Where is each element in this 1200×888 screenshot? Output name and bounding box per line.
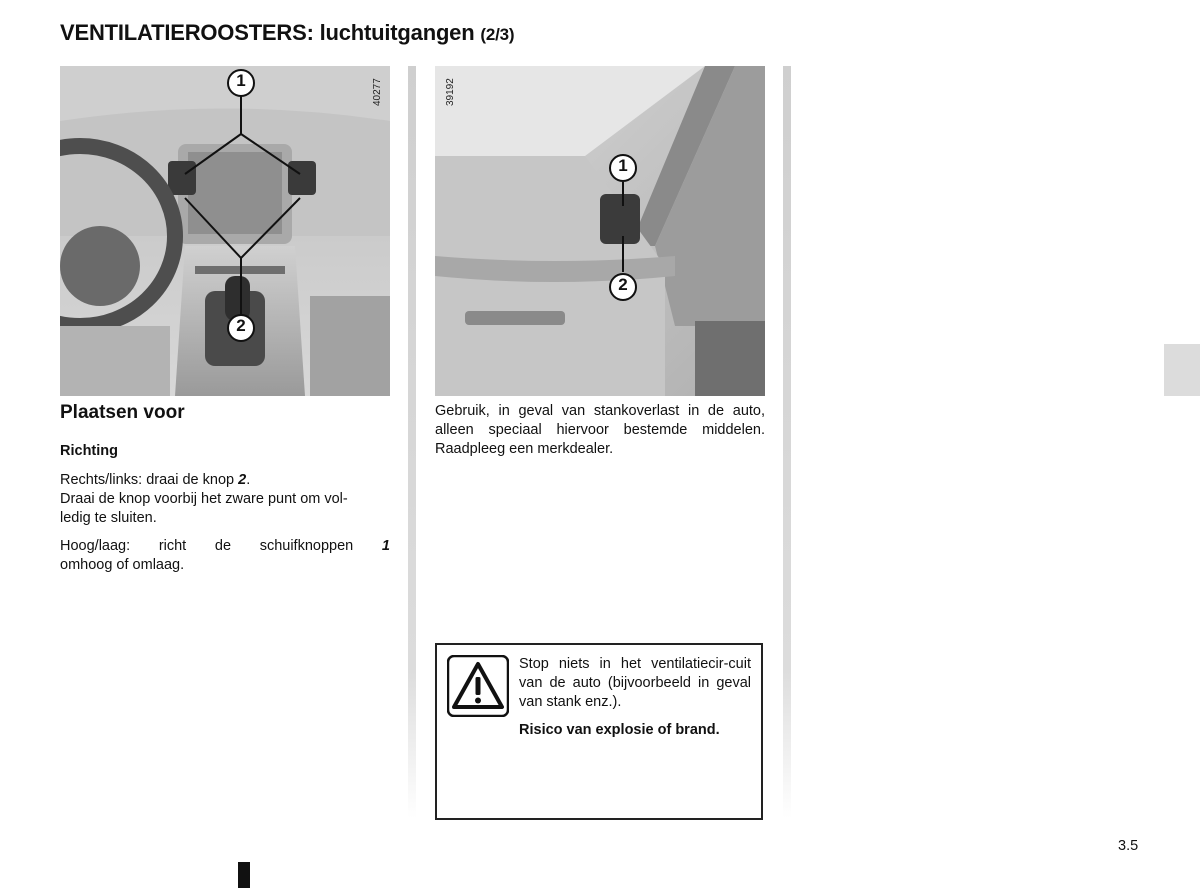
page-title-part: (2/3) bbox=[480, 25, 515, 44]
crop-mark bbox=[238, 862, 250, 888]
ref-slider-1: 1 bbox=[381, 538, 390, 554]
column-divider-right bbox=[783, 66, 791, 818]
text-part: . bbox=[246, 472, 251, 488]
chapter-tab-marker bbox=[1164, 344, 1200, 396]
callout-2: 2 bbox=[618, 275, 628, 294]
section-heading: Plaatsen voor bbox=[60, 402, 185, 423]
paragraph-odour: Gebruik, in geval van stankoverlast in de auto, alleen speciaal hiervoor bestemde middelen. Raadpleeg een merkdealer. bbox=[435, 403, 765, 457]
text-part: Hoog/laag: richt de schuifknoppen bbox=[60, 538, 382, 554]
ref-knob-2: 2 bbox=[238, 472, 247, 488]
warning-triangle-icon bbox=[447, 655, 509, 717]
callout-2: 2 bbox=[236, 316, 246, 335]
text-line: ledig te sluiten. bbox=[60, 510, 157, 526]
column-divider-left bbox=[408, 66, 416, 818]
page-title bbox=[60, 20, 514, 46]
text-line: Draai de knop voorbij het zware punt om vol- bbox=[60, 491, 348, 507]
figure-dashboard-center-vents bbox=[60, 66, 390, 396]
text-part: Rechts/links: draai de knop bbox=[60, 472, 239, 488]
paragraph-direction bbox=[60, 471, 390, 528]
page-title-text: VENTILATIEROOSTERS: luchtuitgangen bbox=[60, 20, 475, 45]
callout-1: 1 bbox=[236, 71, 246, 90]
warning-box bbox=[435, 643, 763, 820]
figure-code: 40277 bbox=[372, 78, 383, 106]
subsection-heading: Richting bbox=[60, 443, 118, 459]
text-line: omhoog of omlaag. bbox=[60, 557, 185, 573]
callout-1: 1 bbox=[618, 156, 628, 175]
warning-emphasis: Risico van explosie of brand. bbox=[519, 722, 720, 738]
warning-text: Stop niets in het ventilatiecir-cuit van de auto (bijvoorbeeld in geval van stank enz.). bbox=[519, 656, 751, 710]
figure-code: 39192 bbox=[445, 78, 456, 106]
page-number: 3.5 bbox=[1118, 838, 1139, 854]
figure-side-vent bbox=[435, 66, 765, 396]
paragraph-height bbox=[60, 537, 390, 575]
